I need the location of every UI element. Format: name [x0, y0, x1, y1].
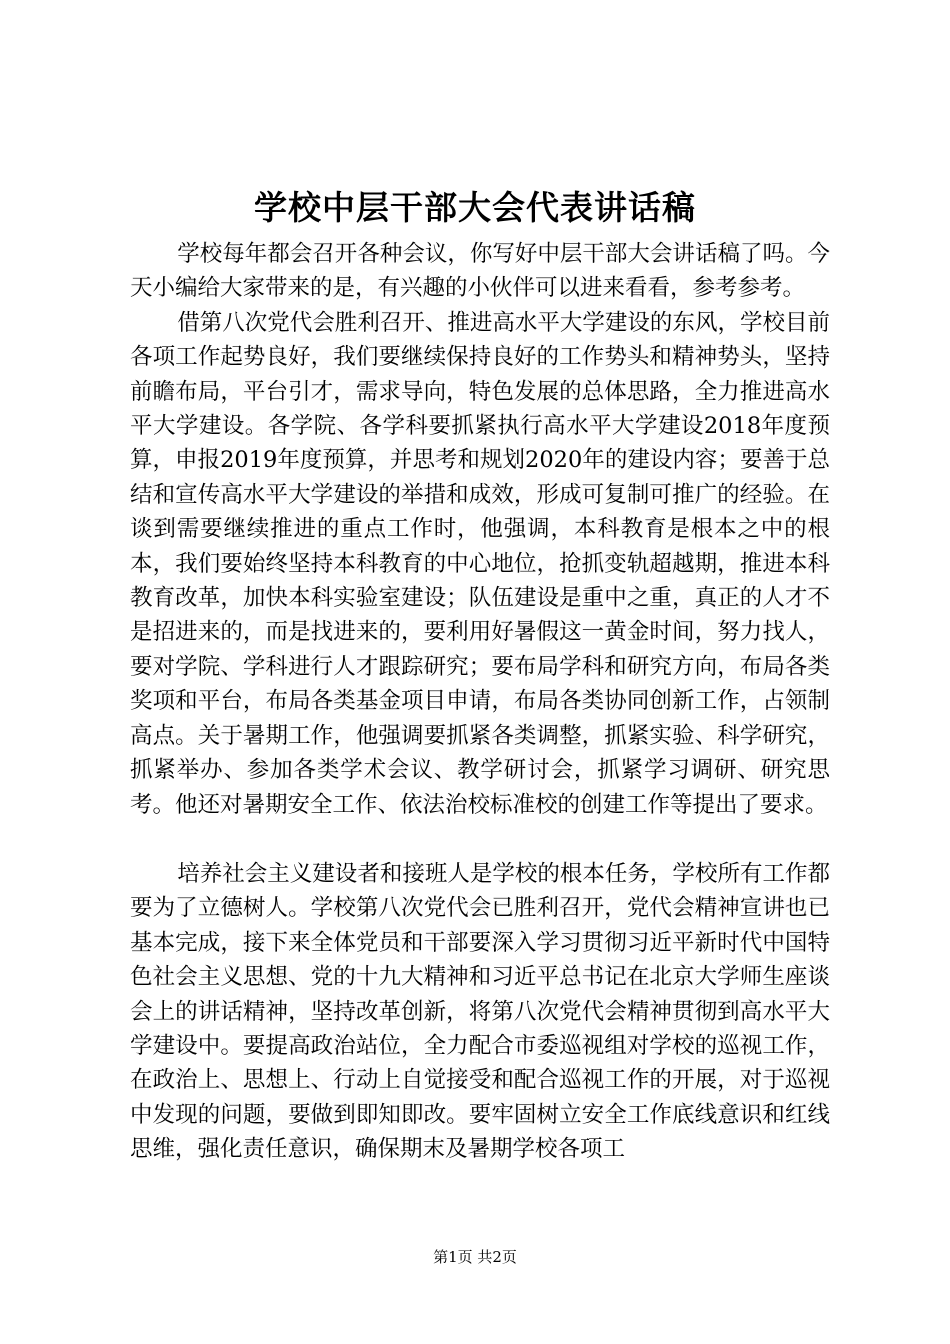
page-number-footer: 第1页 共2页 [433, 1248, 517, 1266]
document-title: 学校中层干部大会代表讲话稿 [254, 188, 696, 227]
intro-paragraph: 学校每年都会召开各种会议，你写好中层干部大会讲话稿了吗。今天小编给大家带来的是，有兴趣的小伙伴可以进来看看，参考参考。 [130, 241, 830, 302]
body-paragraph: 培养社会主义建设者和接班人是学校的根本任务，学校所有工作都要为了立德树人。学校第八次党代会已胜利召开，党代会精神宣讲也已基本完成，接下来全体党员和干部要深入学习贯彻习近平新时代中国特色社会主义思想、党的十九大精神和习近平总书记在北京大学师生座谈会上的讲话精神，坚持改革创新，将第八次党代会精神贯彻到高水平大学建设中。要提高政治站位，全力配合市委巡视组对学校的巡视工作，在政治上、思想上、行动上自觉接受和配合巡视工作的开展，对于巡视中发现的问题，要做到即知即改。要牢固树立安全工作底线意识和红线思维，强化责任意识，确保期末及暑期学校各项工 [130, 860, 830, 1163]
body-paragraph: 借第八次党代会胜利召开、推进高水平大学建设的东风，学校目前各项工作起势良好，我们要继续保持良好的工作势头和精神势头，坚持前瞻布局，平台引才，需求导向，特色发展的总体思路，全力推进高水平大学建设。各学院、各学科要抓紧执行高水平大学建设2018年度预算，申报2019年度预算，并思考和规划2020年的建设内容；要善于总结和宣传高水平大学建设的举措和成效，形成可复制可推广的经验。在谈到需要继续推进的重点工作时，他强调，本科教育是根本之中的根本，我们要始终坚持本科教育的中心地位，抢抓变轨超越期，推进本科教育改革，加快本科实验室建设；队伍建设是重中之重，真正的人才不是招进来的，而是找进来的，要利用好暑假这一黄金时间，努力找人，要对学院、学科进行人才跟踪研究；要布局学科和研究方向，布局各类奖项和平台，布局各类基金项目申请，布局各类协同创新工作，占领制高点。关于暑期工作，他强调要抓紧各类调整，抓紧实验、科学研究，抓紧举办、参加各类学术会议、教学研讨会，抓紧学习调研、研究思考。他还对暑期安全工作、依法治校标准校的创建工作等提出了要求。 [130, 309, 830, 818]
document-body [130, 237, 830, 1167]
